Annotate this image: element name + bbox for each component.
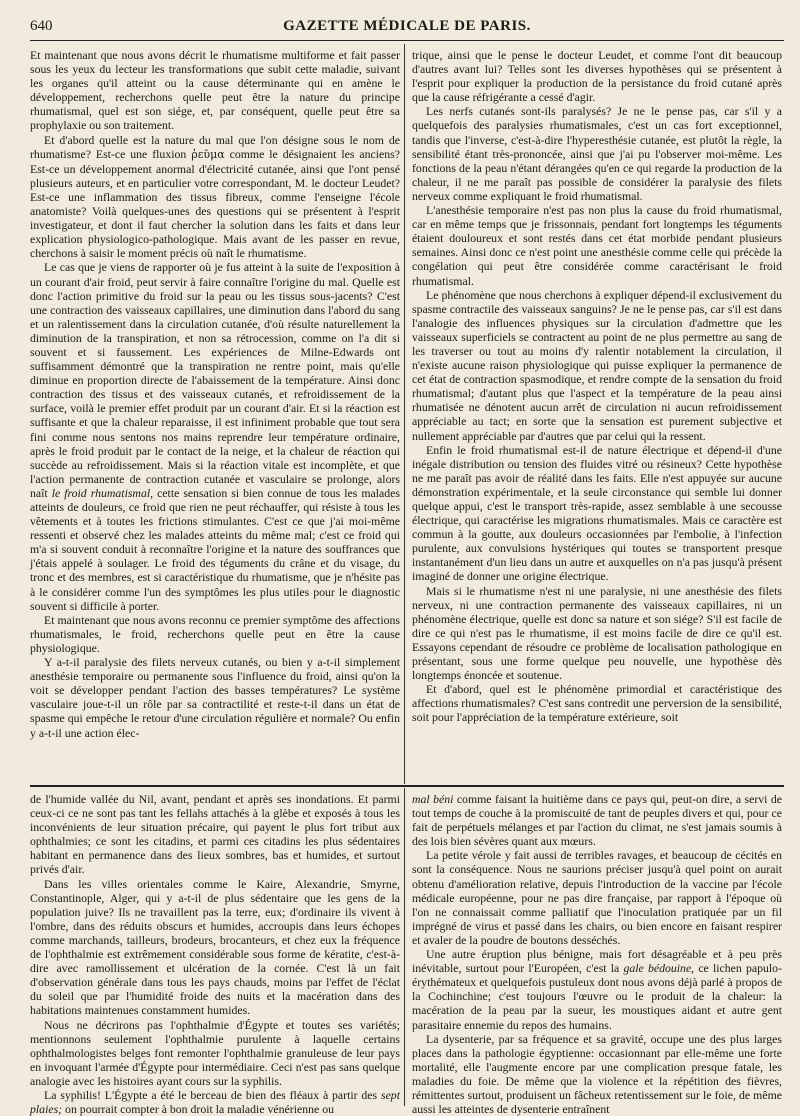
paragraph: Mais si le rhumatisme n'est ni une paralysie, ni une anesthésie des filets nerveux, ni une contraction permanente des vaisseaux capillaires, ni un phénomène électrique, quelle est donc sa nature et son siége? S'il est facile de dire ce qui n'est pas le rhumatisme, il est moins facile de dire ce qu'il est. Essayons cependant de résoudre ce problème de localisation pathologique en présentant, sous une forme quelque peu nouvelle, une hypothèse dès longtemps énoncée et soutenue. [412, 583, 782, 683]
page-number: 640 [30, 18, 53, 34]
section-separator-rule [30, 785, 784, 787]
paragraph: Une autre éruption plus bénigne, mais fort désagréable et à peu près inévitable, surtout pour l'Européen, c'est la gale bédouine, ce lichen papulo-érythémateux et quelquefois pustuleux dont nous avons déjà parlé à propos de la Cochinchine; c'est toujours l'œuvre ou le produit de la chaleur: la macération de la peau par la sueur, les moustiques aidant et autre gent parasitaire ennemie du repos des humains. [412, 947, 782, 1032]
paragraph: Enfin le froid rhumatismal est-il de nature électrique et dépend-il d'une inégale distribution ou tension des fluides vitré ou résineux? Cette hypothèse ne me paraît pas avoir de réalité dans les faits. Elle n'est appuyée sur aucune démonstration expérimentale, et la seule circonstance qui semble lui donner quelque appui, c'est le transport très-rapide, assez semblable à une secousse électrique, qui caractérise les migrations rhumatismales. Mais ce caractère est commun à la goutte, aux douleurs occasionnées par l'embolie, à l'infection purulente, aux convulsions hystériques qui toutes se transportent presque instantanément d'un lieu dans un autre et auxquelles on n'a pas jusqu'à présent imaginé de donner une origine électrique. [412, 442, 782, 584]
paragraph: mal béni comme faisant la huitième dans ce pays qui, peut-on dire, a servi de tout temps de couche à la promiscuité de tant de peuples divers et qui, pour ce fait de perpétuels mélanges et par l'action du climat, ne s'est jamais soumis à des lois bien sévères quant aux mœurs. [412, 792, 782, 849]
paragraph: Y a-t-il paralysie des filets nerveux cutanés, ou bien y a-t-il simplement anesthésie temporaire ou permanente sous l'influence du froid, ainsi qu'on la voit se développer pendant l'action des basses températures? Le système vasculaire joue-t-il un rôle par sa contractilité et reste-t-il dans un état de spasme qui empêche le retour d'une circulation régulière et normale? Ou enfin y a-t-il une action élec- [30, 655, 400, 740]
paragraph: La syphilis! L'Égypte a été le berceau de bien des fléaux à partir des sept plaies; on pourrait compter à bon droit la maladie vénérienne ou [30, 1087, 400, 1116]
paragraph: Et d'abord quelle est la nature du mal que l'on désigne sous le nom de rhumatisme? Est-ce une fluxion ῥεῦμα comme le désignaient les anciens? Est-ce un développement anormal d'électricité cutanée, ainsi que l'ont pensé plusieurs auteurs, et en particulier votre correspondant, M. le docteur Leudet? Est-ce une inflammation des tissus fibreux, comme l'enseigne l'école anatomiste? Voilà quelques-unes des questions qui se présentent à l'esprit investigateur, et dont il faut chercher la solution dans les faits et dans leur explication physiologico-pathologique. Mais avant de les passer en revue, cherchons à saisir le moment précis où naît le rhumatisme. [30, 132, 400, 261]
paragraph: Et d'abord, quel est le phénomène primordial et caractéristique des affections rhumatismales? C'est sans contredit une perversion de la sensibilité, soit pour l'appréciation de la température extérieure, soit [412, 682, 782, 725]
column-divider [404, 44, 405, 784]
greek-word: ῥεῦμα [191, 147, 225, 161]
paragraph: de l'humide vallée du Nil, avant, pendant et après ses inondations. Et parmi ceux-ci ce ne sont pas tant les fellahs attachés à la glèbe et exposés à tous les inconvénients de leur situation précaire, qui payent le plus fort tribut aux ophthalmies; ce sont les citadins, et parmi ces citadins les plus sédentaires habitant en permanence dans des lieux sombres, bas et humides, et surtout privés d'air. [30, 792, 400, 877]
paragraph: La petite vérole y fait aussi de terribles ravages, et beaucoup de cécités en sont la conséquence. Nous ne saurions préciser jusqu'à quel point on aurait obtenu d'amélioration relative, depuis l'introduction de la vaccine par l'école médicale européenne, pour ne pas dire française, par rapport à l'époque où l'on ne connaissait comme palliatif que l'inoculation pratiquée par un fil imprégné de virus et passé dans les chairs, ou bien encore en faisant respirer et avaler de la poudre de boutons desséchés. [412, 848, 782, 947]
italic-term: gale bédouine, [623, 961, 695, 976]
paragraph: Le cas que je viens de rapporter où je fus atteint à la suite de l'exposition à un courant d'air froid, peut servir à faire connaître l'origine du mal. Quelle est donc l'action primitive du froid sur la peau ou les tissus sous-jacents? C'est une contraction des vaisseaux capillaires, une diminution dans l'abord du sang et un ralentissement dans la circulation cutanée, d'où résulte naturellement la diminution de la transpiration, et non sa rétrocession, comme on l'a dit si souvent et si faussement. Les expériences de Milne-Edwards ont suffisamment démontré que la transpiration ne rentre point, mais qu'elle diminue en proportion directe de l'abaissement de la température. Ainsi donc contraction des tissus et des vaisseaux cutanés, et refroidissement de la surface, voilà le premier effet produit par un courant d'air. Et si la réaction est suffisante et que la chaleur reparaisse, il est infiniment probable que tout sera fini comme nous sentons nos mains reprendre leur température ordinaire, après le froid produit par le contact de la neige, et la chaleur de réaction qui succède au refroidissement. Mais si la réaction vitale est incomplète, et que l'action permanente de contraction cutanée et vasculaire se prolonge, alors naît le froid rhumatismal, cette sensation si bien connue de tous les malades atteints de douleurs, ce froid que rien ne peut réchauffer, qui résiste à tous les vêtements et à toutes les frictions stimulantes. C'est ce que j'ai moi-même ressenti et observé chez les malades atteints du même mal; c'est ce froid qui m'a si souvent conduit à reconnaître l'origine et la nature des souffrances que j'étais appelé à soulager. Le froid des téguments du crâne et du visage, du tronc et des membres, est si caractéristique du rhumatisme, que je n'hésite pas à le considérer comme l'un des symptômes les plus utiles pour le diagnostic souvent si difficile à porter. [30, 260, 400, 613]
article-rheumatism-column-1 [30, 48, 400, 783]
article-rheumatism-column-2 [412, 48, 782, 783]
article-egypt-column-1 [30, 792, 400, 1116]
article-egypt-column-2 [412, 792, 782, 1116]
running-title: GAZETTE MÉDICALE DE PARIS. [283, 18, 531, 34]
paragraph: Et maintenant que nous avons décrit le rhumatisme multiforme et fait passer sous les yeux du lecteur les transformations que subit cette maladie, suivant les organes qu'il atteint ou la cause déterminante qui en amène le développement, recherchons quelle peut être la nature du principe rhumatismal, quel est son siége, et, par conséquent, quelle peut être sa prophylaxie ou son traitement. [30, 48, 400, 133]
page-header [30, 14, 784, 38]
italic-term: le froid rhumatismal, [51, 485, 154, 500]
paragraph: Dans les villes orientales comme le Kaire, Alexandrie, Smyrne, Constantinople, Alger, qui y a-t-il de plus sédentaire que les gens de la population juive? Ils ne travaillent pas la terre, eux; d'ordinaire ils vivent à l'ombre, dans des réduits obscurs et humides, accroupis dans leurs échopes comme marchands, tailleurs, brodeurs, brocanteurs, et chez eux la fréquence de l'ophthalmie est extrêmement considérable sous forme de kératite, c'est-à-dire avec ramollissement et ulcération de la cornée. C'est là un fait d'observation générale dans tous les pays chauds, moins par l'effet de l'éclat du soleil que par l'humidité froide des nuits et la macération dans des habitations maintenues constamment humides. [30, 876, 400, 1018]
paragraph: Nous ne décrirons pas l'ophthalmie d'Égypte et toutes ses variétés; mentionnons seulement l'ophthalmie purulente à laquelle certains ophthalmologistes belges font remonter l'ophthalmie granuleuse de leur pays en invoquant l'armée d'Égypte pour intermédiaire. Ceci n'est pas sans quelque analogie avec les histoires ayant cours sur la syphilis. [30, 1017, 400, 1088]
italic-term: mal béni [412, 792, 454, 806]
paragraph: trique, ainsi que le pense le docteur Leudet, et comme l'ont dit beaucoup d'autres avant lui? Telles sont les diverses hypothèses qui se présentent à l'esprit pour expliquer la production de la persistance du froid cutané après que la cause réfrigérante a cessé d'agir. [412, 48, 782, 105]
paragraph: L'anesthésie temporaire n'est pas non plus la cause du froid rhumatismal, car en même temps que je frissonnais, pendant fort longtemps les téguments étaient douloureux et sont restés dans cet état morbide pendant plusieurs semaines. Ainsi donc ce n'est point une anesthésie comme celle qui précède la congélation qui peut être considérée comme caractérisant le froid rhumatismal. [412, 203, 782, 288]
header-rule [30, 40, 784, 41]
column-divider [404, 788, 405, 1106]
italic-term: sept plaies; [30, 1087, 400, 1116]
paragraph: Et maintenant que nous avons reconnu ce premier symptôme des affections rhumatismales, le froid, recherchons quelle peut en être la cause physiologique. [30, 612, 400, 655]
paragraph: Les nerfs cutanés sont-ils paralysés? Je ne le pense pas, car s'il y a quelquefois des paralysies rhumatismales, c'est un cas fort exceptionnel, tandis que l'inverse, c'est-à-dire l'hyperesthésie cutanée, est plutôt la règle, la sensibilité étant très-prononcée, ainsi que j'ai pu l'observer moi-même. Les fonctions de la peau n'étant dérangées qu'en ce qui regarde la production de la chaleur, il ne me paraît pas possible de considérer la paralysie des filets nerveux comme expliquant le froid rhumatismal. [412, 104, 782, 203]
paragraph: La dysenterie, par sa fréquence et sa gravité, occupe une des plus larges places dans la pathologie égyptienne: occasionnant par elle-même une forte mortalité, elle l'augmente encore par une complication presque fatale, les maladies du foie. De même que la violence et la répétition des fièvres, rémittentes surtout, produisent un fâcheux retentissement sur le foie, de même aussi les atteintes de dysenterie entraînent [412, 1031, 782, 1116]
paragraph: Le phénomène que nous cherchons à expliquer dépend-il exclusivement du spasme contractile des vaisseaux sanguins? Je ne le pense pas, car s'il est dans l'analogie des influences physiques sur la circulation d'admettre que les vaisseaux superficiels se contractent au point de ne plus permettre au sang de les traverser ou tout au moins d'y ralentir notablement la circulation, il n'existe aucune raison physiologique qui puisse expliquer la permanence de cet état de contraction spasmodique, et rendre compte de la sensation du froid rhumatismal; d'autant plus que l'aspect et la température de la peau ainsi rhumatisée ne dénotent aucun arrêt de circulation ni aucun refroidissement appréciable au tact; en sorte que la sensation est purement subjective et nullement appréciable par d'autres que par celui qui la ressent. [412, 287, 782, 443]
